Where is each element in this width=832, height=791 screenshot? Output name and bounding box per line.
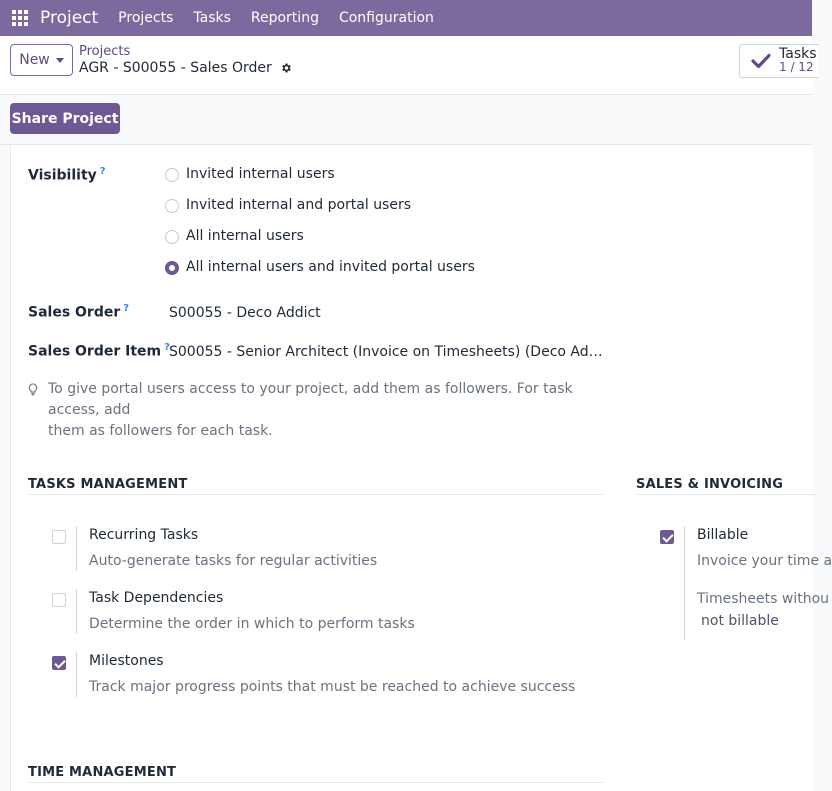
caret-down-icon: [56, 58, 64, 63]
hint-line-1: To give portal users access to your project, add them as followers. For task access, add: [48, 381, 573, 418]
tasks-smart-button[interactable]: [739, 44, 819, 78]
task-dependencies-desc: Determine the order in which to perform tasks: [89, 616, 415, 632]
option-divider: [684, 526, 685, 640]
task-dependencies-title[interactable]: Task Dependencies: [89, 590, 224, 606]
menu-configuration[interactable]: Configuration: [338, 10, 434, 26]
radio-all-internal[interactable]: [165, 230, 179, 244]
hint-line-2: them as followers for each task.: [48, 423, 273, 439]
tasks-management-divider: [28, 494, 604, 495]
radio-label-all-internal-invited-portal[interactable]: All internal users and invited portal users: [186, 259, 475, 275]
sales-order-label: [28, 303, 129, 321]
time-management-title: TIME MANAGEMENT: [28, 765, 177, 780]
new-button-label: New: [19, 52, 50, 68]
option-divider: [76, 526, 77, 571]
radio-label-invited-internal[interactable]: Invited internal users: [186, 166, 335, 182]
tasks-count: 1 / 12: [779, 60, 814, 74]
portal-access-hint: [48, 379, 608, 442]
task-dependencies-checkbox[interactable]: [52, 593, 66, 607]
tasks-label: Tasks: [779, 46, 817, 62]
radio-invited-internal[interactable]: [165, 168, 179, 182]
billable-desc: Invoice your time a: [697, 553, 832, 569]
form-sheet: [10, 145, 832, 791]
control-panel: [0, 36, 817, 95]
menu-projects[interactable]: Projects: [118, 10, 174, 26]
radio-all-internal-invited-portal[interactable]: [165, 261, 179, 275]
milestones-title[interactable]: Milestones: [89, 653, 164, 669]
action-bar: [0, 95, 812, 145]
app-brand[interactable]: Project: [40, 8, 99, 28]
radio-label-all-internal[interactable]: All internal users: [186, 228, 304, 244]
sales-order-item-help-icon[interactable]: ?: [164, 342, 170, 353]
recurring-tasks-title[interactable]: Recurring Tasks: [89, 527, 199, 543]
billable-note-line-1: Timesheets withou: [697, 591, 830, 607]
sales-order-item-field[interactable]: S00055 - Senior Architect (Invoice on Timesheets) (Deco Ad…: [169, 344, 603, 360]
menu-reporting[interactable]: Reporting: [250, 10, 319, 26]
time-management-divider: [28, 782, 604, 783]
gear-icon[interactable]: [280, 62, 292, 74]
visibility-label: [28, 166, 106, 184]
menu-tasks[interactable]: Tasks: [193, 10, 231, 26]
recurring-tasks-checkbox[interactable]: [52, 530, 66, 544]
milestones-desc: Track major progress points that must be reached to achieve success: [89, 679, 576, 695]
record-title: AGR - S00055 - Sales Order: [79, 60, 272, 76]
sales-invoicing-title: SALES & INVOICING: [636, 477, 784, 492]
billable-checkbox[interactable]: [660, 530, 674, 544]
share-project-button[interactable]: Share Project: [10, 103, 120, 134]
visibility-label-text: Visibility: [28, 167, 97, 184]
milestones-checkbox[interactable]: [52, 656, 66, 670]
radio-label-invited-internal-portal[interactable]: Invited internal and portal users: [186, 197, 412, 213]
billable-note-line-2: not billable: [701, 613, 779, 629]
top-navbar: [0, 0, 812, 36]
tasks-management-title: TASKS MANAGEMENT: [28, 477, 188, 492]
lightbulb-icon: [28, 383, 38, 400]
sales-order-item-label-text: Sales Order Item: [28, 343, 162, 360]
sales-invoicing-divider: [636, 494, 816, 495]
sales-order-label-text: Sales Order: [28, 304, 121, 321]
option-divider: [76, 652, 77, 697]
sales-order-help-icon[interactable]: ?: [123, 303, 130, 314]
option-divider: [76, 589, 77, 634]
visibility-help-icon[interactable]: ?: [99, 166, 106, 177]
sales-order-item-label: [28, 342, 170, 360]
checkmark-icon: [748, 53, 774, 69]
recurring-tasks-desc: Auto-generate tasks for regular activities: [89, 553, 378, 569]
billable-title[interactable]: Billable: [697, 527, 749, 543]
new-button[interactable]: [10, 44, 73, 76]
apps-menu-icon[interactable]: [0, 0, 40, 36]
breadcrumb-projects[interactable]: Projects: [79, 44, 131, 59]
radio-invited-internal-portal[interactable]: [165, 199, 179, 213]
breadcrumb-current: [79, 60, 292, 76]
sales-order-field[interactable]: S00055 - Deco Addict: [169, 305, 321, 321]
